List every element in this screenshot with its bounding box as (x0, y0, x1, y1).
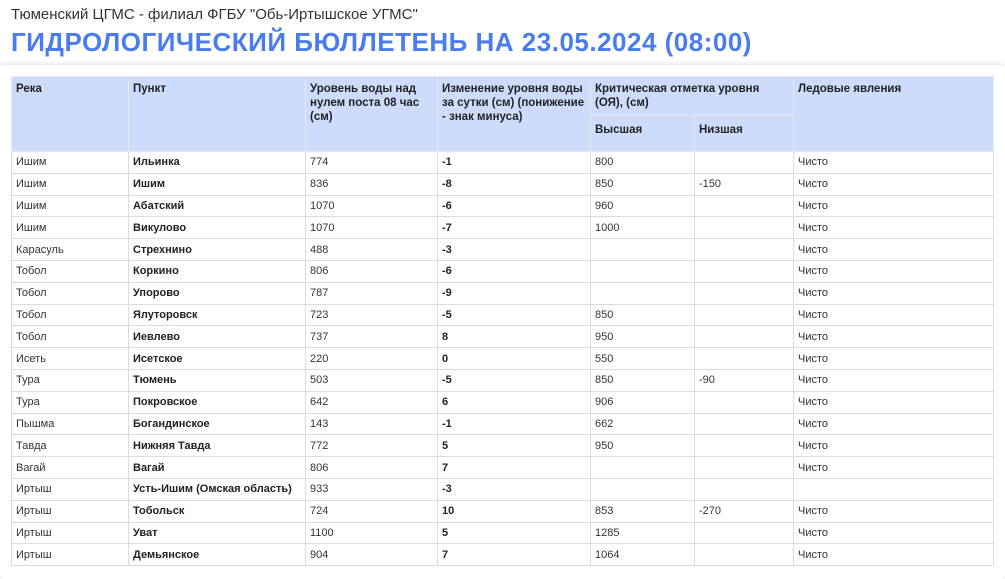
cell-point: Стрехнино (129, 239, 306, 261)
cell-high (591, 457, 695, 479)
cell-change: 5 (438, 522, 591, 544)
cell-level: 220 (306, 348, 438, 370)
cell-change: -6 (438, 260, 591, 282)
cell-change: -9 (438, 282, 591, 304)
cell-low (695, 457, 794, 479)
cell-point: Покровское (129, 391, 306, 413)
cell-low (695, 522, 794, 544)
cell-ice: Чисто (794, 239, 994, 261)
cell-level: 933 (306, 478, 438, 500)
cell-river: Ишим (12, 217, 129, 239)
cell-high: 853 (591, 500, 695, 522)
cell-river: Иртыш (12, 522, 129, 544)
cell-high: 850 (591, 304, 695, 326)
header-ice: Ледовые явления (794, 77, 994, 152)
header-point: Пункт (129, 77, 306, 152)
cell-level: 774 (306, 152, 438, 174)
cell-high: 550 (591, 348, 695, 370)
cell-point: Тобольск (129, 500, 306, 522)
cell-level: 737 (306, 326, 438, 348)
cell-point: Тюмень (129, 369, 306, 391)
cell-high: 850 (591, 369, 695, 391)
cell-change: -6 (438, 195, 591, 217)
bulletin-card (0, 65, 1005, 579)
cell-point: Богандинское (129, 413, 306, 435)
cell-high: 850 (591, 173, 695, 195)
cell-level: 806 (306, 457, 438, 479)
cell-river: Тобол (12, 304, 129, 326)
cell-ice: Чисто (794, 260, 994, 282)
organization-name: Тюменский ЦГМС - филиал ФГБУ "Обь-Иртышское УГМС" (11, 6, 418, 23)
cell-high (591, 282, 695, 304)
cell-river: Тобол (12, 326, 129, 348)
cell-low (695, 304, 794, 326)
cell-river: Исеть (12, 348, 129, 370)
table-body (12, 152, 994, 566)
cell-ice: Чисто (794, 413, 994, 435)
header-low: Низшая (695, 116, 794, 152)
cell-river: Иртыш (12, 500, 129, 522)
header-river: Река (12, 77, 129, 152)
cell-low: -270 (695, 500, 794, 522)
table-row (12, 260, 994, 282)
table-row (12, 348, 994, 370)
table-row (12, 413, 994, 435)
cell-river: Иртыш (12, 544, 129, 566)
cell-river: Тобол (12, 260, 129, 282)
cell-ice (794, 478, 994, 500)
table-row (12, 435, 994, 457)
table-row (12, 369, 994, 391)
cell-river: Пышма (12, 413, 129, 435)
cell-ice: Чисто (794, 152, 994, 174)
cell-point: Уват (129, 522, 306, 544)
cell-river: Тура (12, 369, 129, 391)
cell-point: Ильинка (129, 152, 306, 174)
cell-river: Иртыш (12, 478, 129, 500)
cell-low (695, 260, 794, 282)
cell-level: 1100 (306, 522, 438, 544)
cell-change: 8 (438, 326, 591, 348)
table-row (12, 217, 994, 239)
cell-change: 6 (438, 391, 591, 413)
cell-river: Вагай (12, 457, 129, 479)
cell-high: 1064 (591, 544, 695, 566)
table-row (12, 152, 994, 174)
cell-high: 950 (591, 435, 695, 457)
cell-river: Карасуль (12, 239, 129, 261)
table-row (12, 239, 994, 261)
cell-point: Вагай (129, 457, 306, 479)
table-row (12, 391, 994, 413)
cell-change: -7 (438, 217, 591, 239)
cell-ice: Чисто (794, 435, 994, 457)
cell-level: 723 (306, 304, 438, 326)
cell-low (695, 282, 794, 304)
cell-change: -3 (438, 239, 591, 261)
cell-point: Усть-Ишим (Омская область) (129, 478, 306, 500)
cell-change: -1 (438, 152, 591, 174)
cell-low (695, 391, 794, 413)
cell-low (695, 348, 794, 370)
cell-change: 10 (438, 500, 591, 522)
cell-ice: Чисто (794, 522, 994, 544)
table-row (12, 195, 994, 217)
cell-low: -150 (695, 173, 794, 195)
table-row (12, 326, 994, 348)
cell-ice: Чисто (794, 326, 994, 348)
cell-ice: Чисто (794, 391, 994, 413)
cell-level: 642 (306, 391, 438, 413)
header-critical: Критическая отметка уровня (ОЯ), (см) (591, 77, 794, 116)
cell-ice: Чисто (794, 304, 994, 326)
table-row (12, 282, 994, 304)
cell-high: 1000 (591, 217, 695, 239)
cell-level: 787 (306, 282, 438, 304)
cell-high: 800 (591, 152, 695, 174)
cell-low (695, 217, 794, 239)
cell-change: 7 (438, 544, 591, 566)
cell-ice: Чисто (794, 217, 994, 239)
cell-level: 503 (306, 369, 438, 391)
cell-high: 960 (591, 195, 695, 217)
cell-ice: Чисто (794, 348, 994, 370)
cell-river: Ишим (12, 195, 129, 217)
cell-high: 950 (591, 326, 695, 348)
cell-change: -8 (438, 173, 591, 195)
cell-low: -90 (695, 369, 794, 391)
cell-high (591, 478, 695, 500)
cell-low (695, 152, 794, 174)
table-row (12, 500, 994, 522)
cell-river: Тавда (12, 435, 129, 457)
table-row (12, 304, 994, 326)
bulletin-title: ГИДРОЛОГИЧЕСКИЙ БЮЛЛЕТЕНЬ НА 23.05.2024 (08:00) (11, 27, 752, 57)
cell-low (695, 435, 794, 457)
cell-river: Тура (12, 391, 129, 413)
cell-river: Тобол (12, 282, 129, 304)
cell-point: Ишим (129, 173, 306, 195)
cell-river: Ишим (12, 152, 129, 174)
cell-ice: Чисто (794, 544, 994, 566)
table-row (12, 478, 994, 500)
cell-change: -1 (438, 413, 591, 435)
cell-low (695, 326, 794, 348)
cell-point: Викулово (129, 217, 306, 239)
cell-level: 1070 (306, 195, 438, 217)
cell-river: Ишим (12, 173, 129, 195)
cell-high (591, 239, 695, 261)
table-row (12, 173, 994, 195)
cell-high: 906 (591, 391, 695, 413)
table-row (12, 457, 994, 479)
cell-change: -5 (438, 369, 591, 391)
cell-change: -5 (438, 304, 591, 326)
cell-ice: Чисто (794, 195, 994, 217)
header-level: Уровень воды над нулем поста 08 час (см) (306, 77, 438, 152)
cell-low (695, 239, 794, 261)
cell-change: 0 (438, 348, 591, 370)
cell-point: Абатский (129, 195, 306, 217)
cell-ice: Чисто (794, 457, 994, 479)
header-change: Изменение уровня воды за сутки (см) (понижение - знак минуса) (438, 77, 591, 152)
cell-point: Упорово (129, 282, 306, 304)
cell-level: 806 (306, 260, 438, 282)
cell-ice: Чисто (794, 500, 994, 522)
cell-ice: Чисто (794, 369, 994, 391)
header-high: Высшая (591, 116, 695, 152)
cell-change: 7 (438, 457, 591, 479)
cell-ice: Чисто (794, 282, 994, 304)
cell-level: 904 (306, 544, 438, 566)
cell-level: 143 (306, 413, 438, 435)
cell-low (695, 544, 794, 566)
cell-high: 662 (591, 413, 695, 435)
cell-level: 724 (306, 500, 438, 522)
cell-low (695, 478, 794, 500)
cell-point: Демьянское (129, 544, 306, 566)
cell-high (591, 260, 695, 282)
hydrology-table (11, 76, 994, 566)
cell-point: Ялуторовск (129, 304, 306, 326)
cell-change: -3 (438, 478, 591, 500)
cell-level: 772 (306, 435, 438, 457)
cell-point: Коркино (129, 260, 306, 282)
table-row (12, 544, 994, 566)
cell-level: 1070 (306, 217, 438, 239)
cell-point: Нижняя Тавда (129, 435, 306, 457)
cell-low (695, 413, 794, 435)
cell-high: 1285 (591, 522, 695, 544)
cell-change: 5 (438, 435, 591, 457)
table-row (12, 522, 994, 544)
cell-point: Исетское (129, 348, 306, 370)
cell-level: 836 (306, 173, 438, 195)
cell-point: Иевлево (129, 326, 306, 348)
cell-ice: Чисто (794, 173, 994, 195)
cell-low (695, 195, 794, 217)
cell-level: 488 (306, 239, 438, 261)
